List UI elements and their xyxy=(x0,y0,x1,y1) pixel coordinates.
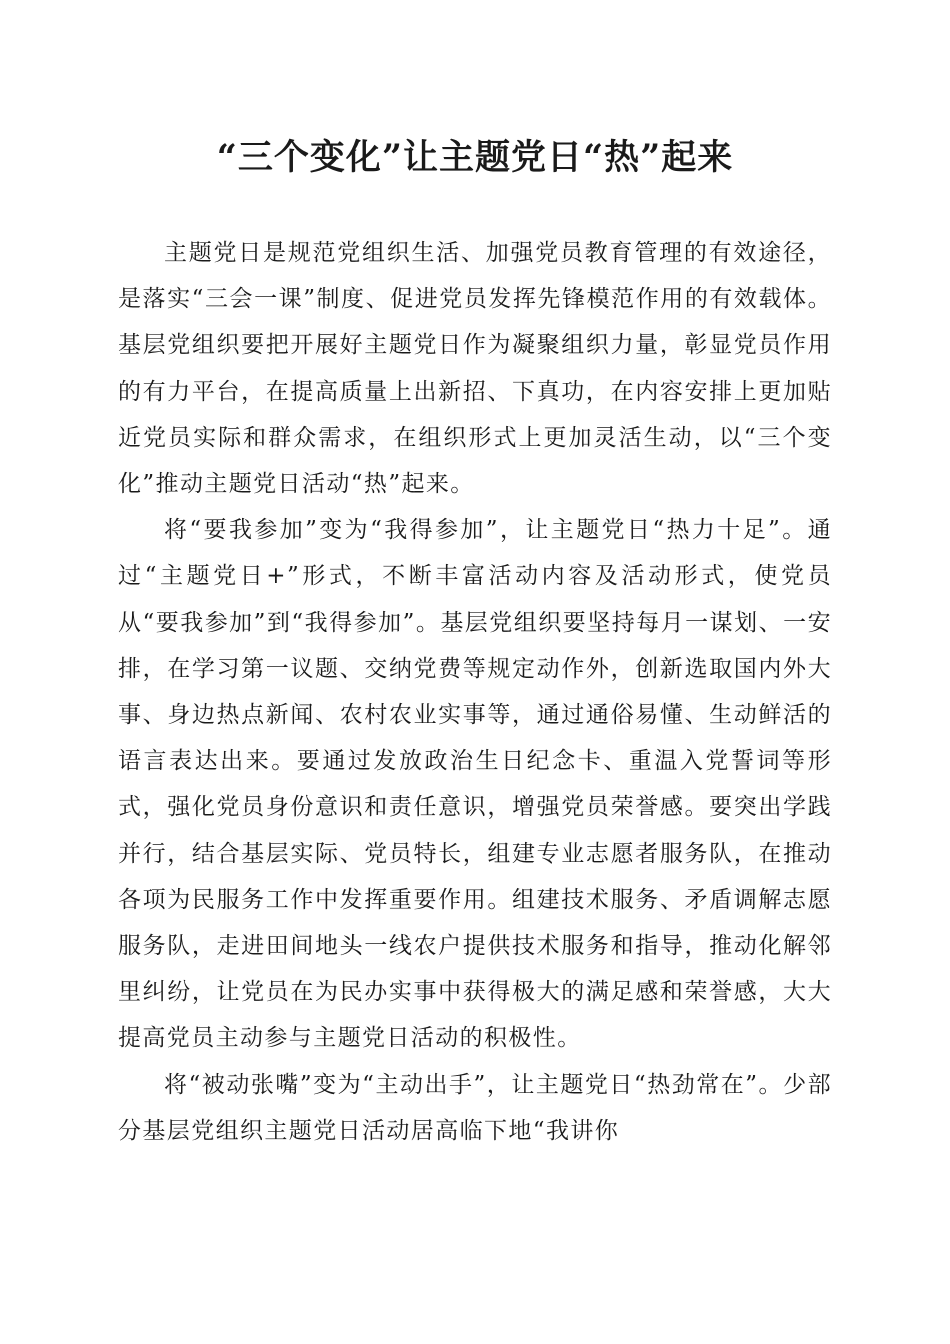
paragraph-change-two: 将“被动张嘴”变为“主动出手”，让主题党日“热劲常在”。少部分基层党组织主题党日活动居高临下地“我讲你 xyxy=(118,1071,832,1144)
document-title: “三个变化”让主题党日“热”起来 xyxy=(216,137,734,178)
document-body xyxy=(118,230,832,1154)
paragraph-change-one: 将“要我参加”变为“我得参加”，让主题党日“热力十足”。通过“主题党日+”形式，不断丰富活动内容及活动形式，使党员从“要我参加”到“我得参加”。基层党组织要坚持每月一谋划、一安排，在学习第一议题、交纳党费等规定动作外，创新选取国内外大事、身边热点新闻、农村农业实事等，通过通俗易懂、生动鲜活的语言表达出来。要通过发放政治生日纪念卡、重温入党誓词等形式，强化党员身份意识和责任意识，增强党员荣誉感。要突出学践并行，结合基层实际、党员特长，组建专业志愿者服务队，在推动各项为民服务工作中发挥重要作用。组建技术服务、矛盾调解志愿服务队，走进田间地头一线农户提供技术服务和指导，推动化解邻里纠纷，让党员在为民办实事中获得极大的满足感和荣誉感，大大提高党员主动参与主题党日活动的积极性。 xyxy=(118,517,832,1052)
paragraph-intro: 主题党日是规范党组织生活、加强党员教育管理的有效途径，是落实“三会一课”制度、促进党员发挥先锋模范作用的有效载体。基层党组织要把开展好主题党日作为凝聚组织力量，彰显党员作用的有力平台，在提高质量上出新招、下真功，在内容安排上更加贴近党员实际和群众需求，在组织形式上更加灵活生动，以“三个变化”推动主题党日活动“热”起来。 xyxy=(118,240,832,498)
